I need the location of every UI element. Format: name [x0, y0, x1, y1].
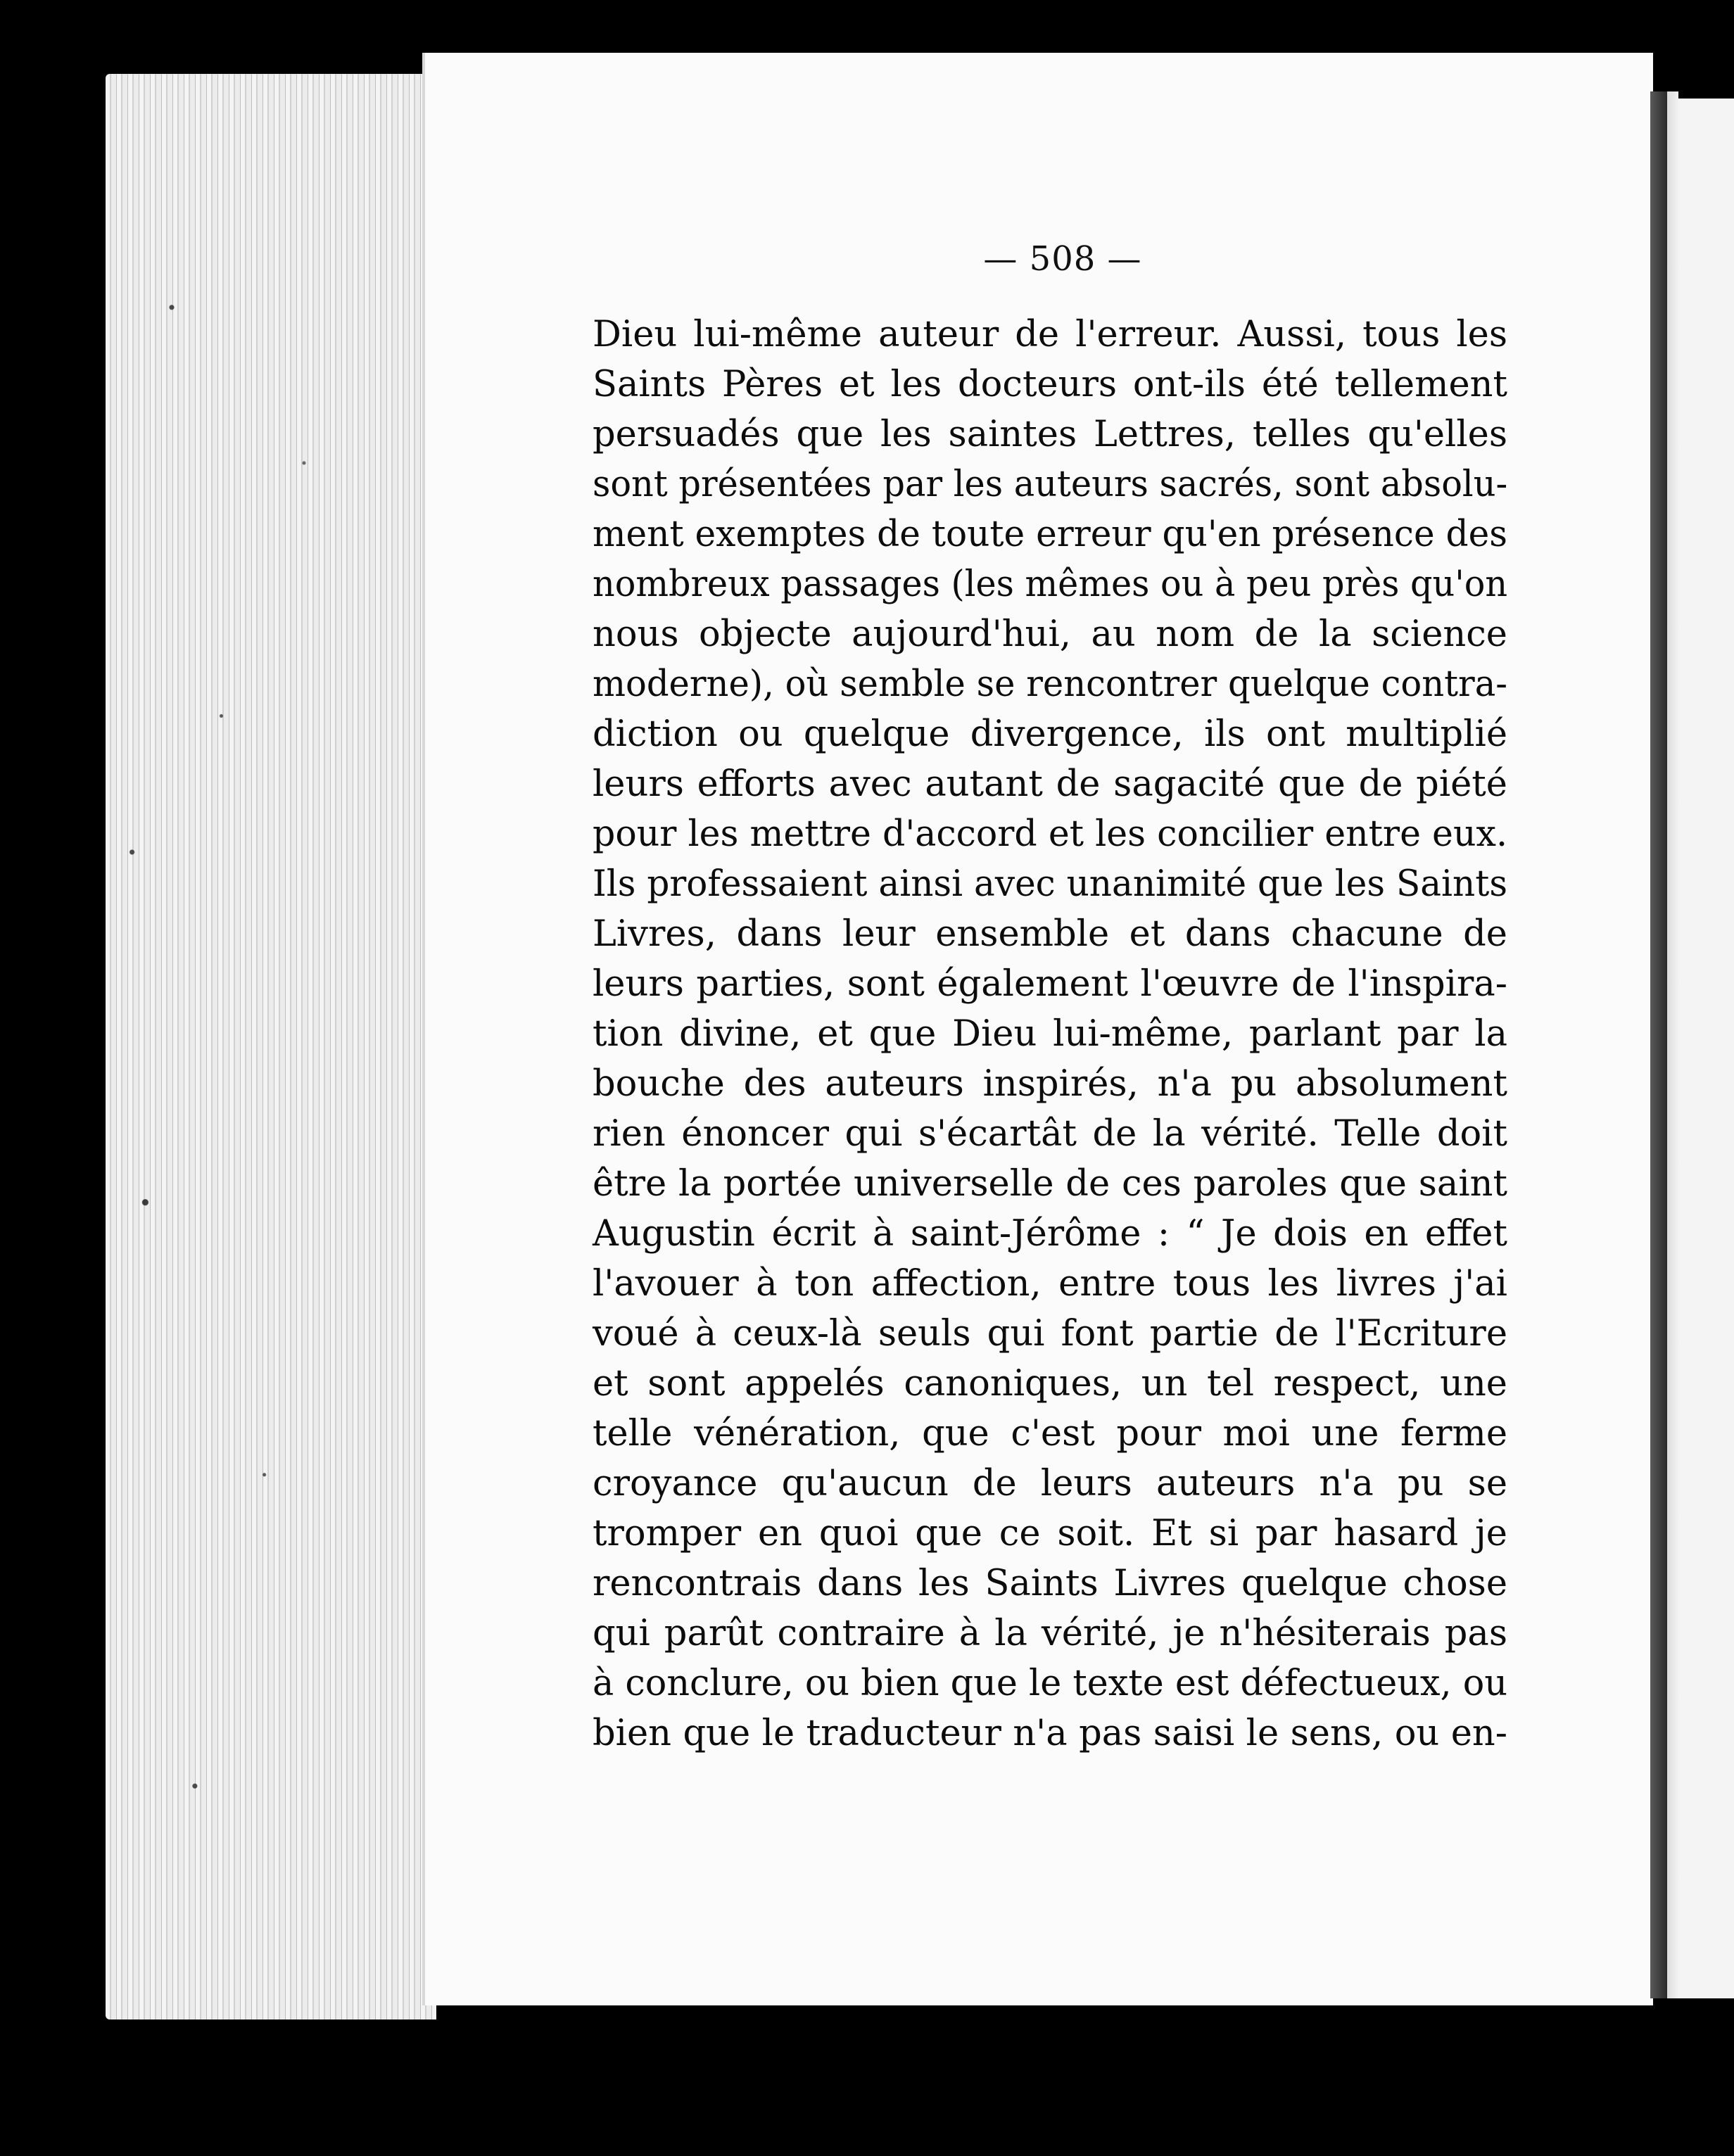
text-line: bien que le traducteur n'a pas saisi le sens, ou en- [593, 1713, 1507, 1754]
book-page-edges [106, 74, 436, 2019]
text-line: qui parût contraire à la vérité, je n'hésiterais pas [593, 1613, 1507, 1654]
text-line: Livres, dans leur ensemble et dans chacune de [593, 913, 1507, 955]
text-line: diction ou quelque divergence, ils ont multiplié [593, 714, 1507, 755]
text-line: moderne), où semble se rencontrer quelque contra- [593, 664, 1507, 705]
text-line: Saints Pères et les docteurs ont-ils été tellement [593, 364, 1507, 405]
text-line: Augustin écrit à saint-Jérôme : “ Je dois en effet [593, 1213, 1507, 1255]
text-line: à conclure, ou bien que le texte est défectueux, ou [593, 1663, 1507, 1704]
text-line: sont présentées par les auteurs sacrés, sont absolu- [593, 464, 1508, 505]
text-line: rencontrais dans les Saints Livres quelque chose [593, 1563, 1507, 1604]
text-line: nombreux passages (les mêmes ou à peu près qu'on [593, 564, 1508, 605]
text-line: pour les mettre d'accord et les concilier entre eux. [593, 813, 1507, 855]
text-line: rien énoncer qui s'écartât de la vérité. Telle doit [593, 1113, 1507, 1155]
text-line: et sont appelés canoniques, un tel respect, une [593, 1363, 1507, 1404]
text-line: l'avouer à ton affection, entre tous les livres j'ai [593, 1263, 1507, 1305]
text-line: telle vénération, que c'est pour moi une ferme [593, 1413, 1507, 1454]
text-line: nous objecte aujourd'hui, au nom de la science [593, 614, 1507, 655]
text-line: ment exemptes de toute erreur qu'en présence des [593, 514, 1507, 555]
page-number: — 508 — [983, 239, 1142, 279]
facing-page-edge [1650, 91, 1678, 1998]
facing-page [1678, 99, 1734, 1998]
text-line: voué à ceux-là seuls qui font partie de l'Ecriture [593, 1313, 1507, 1355]
text-line: être la portée universelle de ces paroles que saint [593, 1163, 1507, 1205]
text-line: bouche des auteurs inspirés, n'a pu absolument [593, 1063, 1507, 1105]
text-line: Ils professaient ainsi avec unanimité que les Saints [593, 863, 1507, 905]
body-text [593, 310, 1507, 1758]
text-line: croyance qu'aucun de leurs auteurs n'a pu se [593, 1463, 1507, 1504]
text-line: leurs parties, sont également l'œuvre de l'inspira- [593, 963, 1507, 1005]
text-line: tromper en quoi que ce soit. Et si par hasard je [593, 1513, 1507, 1554]
text-line: Dieu lui-même auteur de l'erreur. Aussi, tous les [593, 314, 1507, 355]
text-line: tion divine, et que Dieu lui-même, parlant par la [593, 1013, 1507, 1055]
text-line: persuadés que les saintes Lettres, telles qu'elles [593, 414, 1507, 455]
text-line: leurs efforts avec autant de sagacité que de piété [593, 763, 1507, 805]
